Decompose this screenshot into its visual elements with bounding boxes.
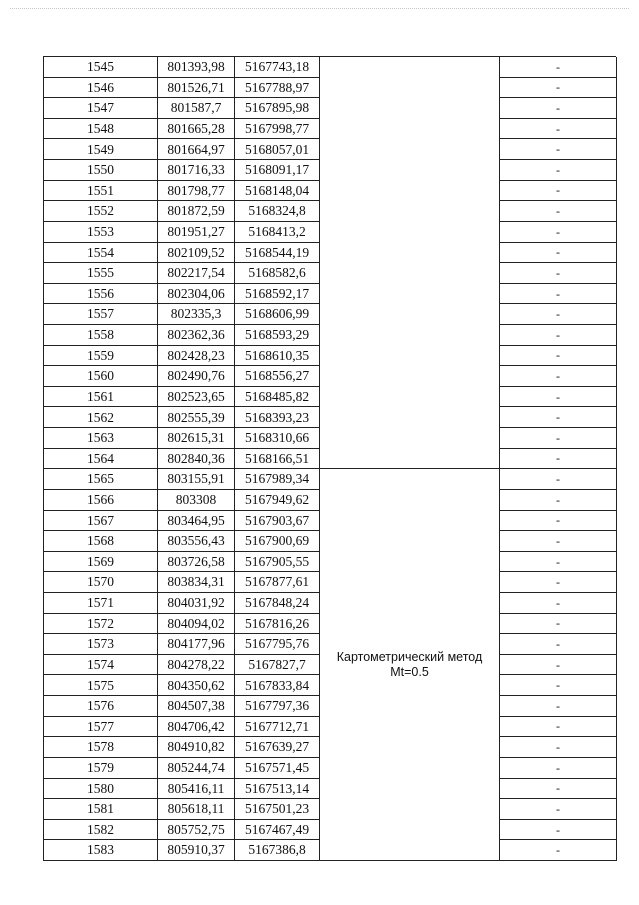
accuracy-cell: -: [500, 511, 617, 532]
method-cell-empty: [320, 57, 500, 469]
y-coordinate-cell: 5168148,04: [235, 181, 320, 202]
x-coordinate-cell: 801393,98: [158, 57, 235, 78]
point-number-cell: 1558: [44, 325, 158, 346]
y-coordinate-cell: 5168091,17: [235, 160, 320, 181]
x-coordinate-cell: 804278,22: [158, 655, 235, 676]
x-coordinate-cell: 802335,3: [158, 304, 235, 325]
y-coordinate-cell: 5168593,29: [235, 325, 320, 346]
point-number-cell: 1551: [44, 181, 158, 202]
accuracy-cell: -: [500, 98, 617, 119]
y-coordinate-cell: 5167903,67: [235, 511, 320, 532]
y-coordinate-cell: 5167571,45: [235, 758, 320, 779]
accuracy-cell: -: [500, 139, 617, 160]
y-coordinate-cell: 5167998,77: [235, 119, 320, 140]
point-number-cell: 1565: [44, 469, 158, 490]
point-number-cell: 1546: [44, 78, 158, 99]
y-coordinate-cell: 5167788,97: [235, 78, 320, 99]
x-coordinate-cell: 801664,97: [158, 139, 235, 160]
point-number-cell: 1568: [44, 531, 158, 552]
y-coordinate-cell: 5168413,2: [235, 222, 320, 243]
accuracy-cell: -: [500, 696, 617, 717]
point-number-cell: 1562: [44, 407, 158, 428]
point-number-cell: 1557: [44, 304, 158, 325]
accuracy-cell: -: [500, 222, 617, 243]
y-coordinate-cell: 5168610,35: [235, 346, 320, 367]
y-coordinate-cell: 5168324,8: [235, 201, 320, 222]
x-coordinate-cell: 805752,75: [158, 820, 235, 841]
x-coordinate-cell: 803834,31: [158, 572, 235, 593]
accuracy-cell: -: [500, 779, 617, 800]
y-coordinate-cell: 5168606,99: [235, 304, 320, 325]
y-coordinate-cell: 5167848,24: [235, 593, 320, 614]
accuracy-cell: -: [500, 243, 617, 264]
accuracy-cell: -: [500, 634, 617, 655]
y-coordinate-cell: 5167827,7: [235, 655, 320, 676]
x-coordinate-cell: 805910,37: [158, 840, 235, 861]
y-coordinate-cell: 5167797,36: [235, 696, 320, 717]
x-coordinate-cell: 802555,39: [158, 407, 235, 428]
x-coordinate-cell: 802217,54: [158, 263, 235, 284]
accuracy-cell: -: [500, 263, 617, 284]
accuracy-cell: -: [500, 304, 617, 325]
y-coordinate-cell: 5167949,62: [235, 490, 320, 511]
point-number-cell: 1556: [44, 284, 158, 305]
x-coordinate-cell: 804094,02: [158, 614, 235, 635]
point-number-cell: 1582: [44, 820, 158, 841]
x-coordinate-cell: 802615,31: [158, 428, 235, 449]
y-coordinate-cell: 5167712,71: [235, 717, 320, 738]
accuracy-cell: -: [500, 531, 617, 552]
y-coordinate-cell: 5168310,66: [235, 428, 320, 449]
accuracy-cell: -: [500, 119, 617, 140]
x-coordinate-cell: 804910,82: [158, 737, 235, 758]
y-coordinate-cell: 5168582,6: [235, 263, 320, 284]
accuracy-cell: -: [500, 717, 617, 738]
accuracy-cell: -: [500, 593, 617, 614]
point-number-cell: 1566: [44, 490, 158, 511]
x-coordinate-cell: 801872,59: [158, 201, 235, 222]
accuracy-cell: -: [500, 572, 617, 593]
point-number-cell: 1583: [44, 840, 158, 861]
accuracy-cell: -: [500, 469, 617, 490]
y-coordinate-cell: 5167467,49: [235, 820, 320, 841]
y-coordinate-cell: 5167989,34: [235, 469, 320, 490]
point-number-cell: 1579: [44, 758, 158, 779]
accuracy-cell: -: [500, 490, 617, 511]
x-coordinate-cell: 801665,28: [158, 119, 235, 140]
accuracy-cell: -: [500, 758, 617, 779]
y-coordinate-cell: 5167501,23: [235, 799, 320, 820]
x-coordinate-cell: 804706,42: [158, 717, 235, 738]
accuracy-cell: -: [500, 78, 617, 99]
point-number-cell: 1559: [44, 346, 158, 367]
x-coordinate-cell: 801951,27: [158, 222, 235, 243]
point-number-cell: 1561: [44, 387, 158, 408]
y-coordinate-cell: 5168393,23: [235, 407, 320, 428]
x-coordinate-cell: 801798,77: [158, 181, 235, 202]
point-number-cell: 1553: [44, 222, 158, 243]
y-coordinate-cell: 5168166,51: [235, 449, 320, 470]
method-text: Картометрический метод Mt=0.5: [336, 649, 483, 679]
accuracy-cell: -: [500, 160, 617, 181]
point-number-cell: 1580: [44, 779, 158, 800]
y-coordinate-cell: 5167386,8: [235, 840, 320, 861]
accuracy-cell: -: [500, 552, 617, 573]
accuracy-cell: -: [500, 737, 617, 758]
x-coordinate-cell: 803726,58: [158, 552, 235, 573]
point-number-cell: 1571: [44, 593, 158, 614]
point-number-cell: 1570: [44, 572, 158, 593]
point-number-cell: 1549: [44, 139, 158, 160]
scan-artifact-line: [10, 8, 629, 11]
y-coordinate-cell: 5168057,01: [235, 139, 320, 160]
point-number-cell: 1572: [44, 614, 158, 635]
x-coordinate-cell: 801587,7: [158, 98, 235, 119]
x-coordinate-cell: 803155,91: [158, 469, 235, 490]
point-number-cell: 1569: [44, 552, 158, 573]
point-number-cell: 1576: [44, 696, 158, 717]
x-coordinate-cell: 802490,76: [158, 366, 235, 387]
accuracy-cell: -: [500, 799, 617, 820]
point-number-cell: 1577: [44, 717, 158, 738]
accuracy-cell: -: [500, 614, 617, 635]
y-coordinate-cell: 5167639,27: [235, 737, 320, 758]
y-coordinate-cell: 5168592,17: [235, 284, 320, 305]
x-coordinate-cell: 803556,43: [158, 531, 235, 552]
x-coordinate-cell: 804177,96: [158, 634, 235, 655]
point-number-cell: 1575: [44, 675, 158, 696]
accuracy-cell: -: [500, 366, 617, 387]
point-number-cell: 1574: [44, 655, 158, 676]
point-number-cell: 1550: [44, 160, 158, 181]
y-coordinate-cell: 5168556,27: [235, 366, 320, 387]
point-number-cell: 1560: [44, 366, 158, 387]
y-coordinate-cell: 5167895,98: [235, 98, 320, 119]
point-number-cell: 1581: [44, 799, 158, 820]
accuracy-cell: -: [500, 325, 617, 346]
x-coordinate-cell: 803464,95: [158, 511, 235, 532]
y-coordinate-cell: 5167743,18: [235, 57, 320, 78]
point-number-cell: 1564: [44, 449, 158, 470]
x-coordinate-cell: 801526,71: [158, 78, 235, 99]
y-coordinate-cell: 5167513,14: [235, 779, 320, 800]
accuracy-cell: -: [500, 57, 617, 78]
point-number-cell: 1548: [44, 119, 158, 140]
x-coordinate-cell: 805618,11: [158, 799, 235, 820]
point-number-cell: 1555: [44, 263, 158, 284]
accuracy-cell: -: [500, 655, 617, 676]
x-coordinate-cell: 802304,06: [158, 284, 235, 305]
point-number-cell: 1573: [44, 634, 158, 655]
accuracy-cell: -: [500, 284, 617, 305]
accuracy-cell: -: [500, 840, 617, 861]
x-coordinate-cell: 803308: [158, 490, 235, 511]
x-coordinate-cell: 802109,52: [158, 243, 235, 264]
x-coordinate-cell: 805416,11: [158, 779, 235, 800]
y-coordinate-cell: 5167877,61: [235, 572, 320, 593]
coordinates-table: [43, 56, 616, 861]
point-number-cell: 1552: [44, 201, 158, 222]
point-number-cell: 1547: [44, 98, 158, 119]
x-coordinate-cell: 802428,23: [158, 346, 235, 367]
point-number-cell: 1545: [44, 57, 158, 78]
point-number-cell: 1554: [44, 243, 158, 264]
y-coordinate-cell: 5167816,26: [235, 614, 320, 635]
x-coordinate-cell: 801716,33: [158, 160, 235, 181]
x-coordinate-cell: 805244,74: [158, 758, 235, 779]
x-coordinate-cell: 802362,36: [158, 325, 235, 346]
x-coordinate-cell: 804031,92: [158, 593, 235, 614]
accuracy-cell: -: [500, 387, 617, 408]
y-coordinate-cell: 5167795,76: [235, 634, 320, 655]
y-coordinate-cell: 5168544,19: [235, 243, 320, 264]
method-cell: [320, 469, 500, 861]
accuracy-cell: -: [500, 428, 617, 449]
accuracy-cell: -: [500, 449, 617, 470]
accuracy-cell: -: [500, 820, 617, 841]
point-number-cell: 1578: [44, 737, 158, 758]
accuracy-cell: -: [500, 407, 617, 428]
point-number-cell: 1563: [44, 428, 158, 449]
point-number-cell: 1567: [44, 511, 158, 532]
y-coordinate-cell: 5167900,69: [235, 531, 320, 552]
accuracy-cell: -: [500, 346, 617, 367]
accuracy-cell: -: [500, 675, 617, 696]
x-coordinate-cell: 802840,36: [158, 449, 235, 470]
y-coordinate-cell: 5167833,84: [235, 675, 320, 696]
x-coordinate-cell: 804350,62: [158, 675, 235, 696]
y-coordinate-cell: 5168485,82: [235, 387, 320, 408]
x-coordinate-cell: 802523,65: [158, 387, 235, 408]
y-coordinate-cell: 5167905,55: [235, 552, 320, 573]
x-coordinate-cell: 804507,38: [158, 696, 235, 717]
accuracy-cell: -: [500, 201, 617, 222]
accuracy-cell: -: [500, 181, 617, 202]
